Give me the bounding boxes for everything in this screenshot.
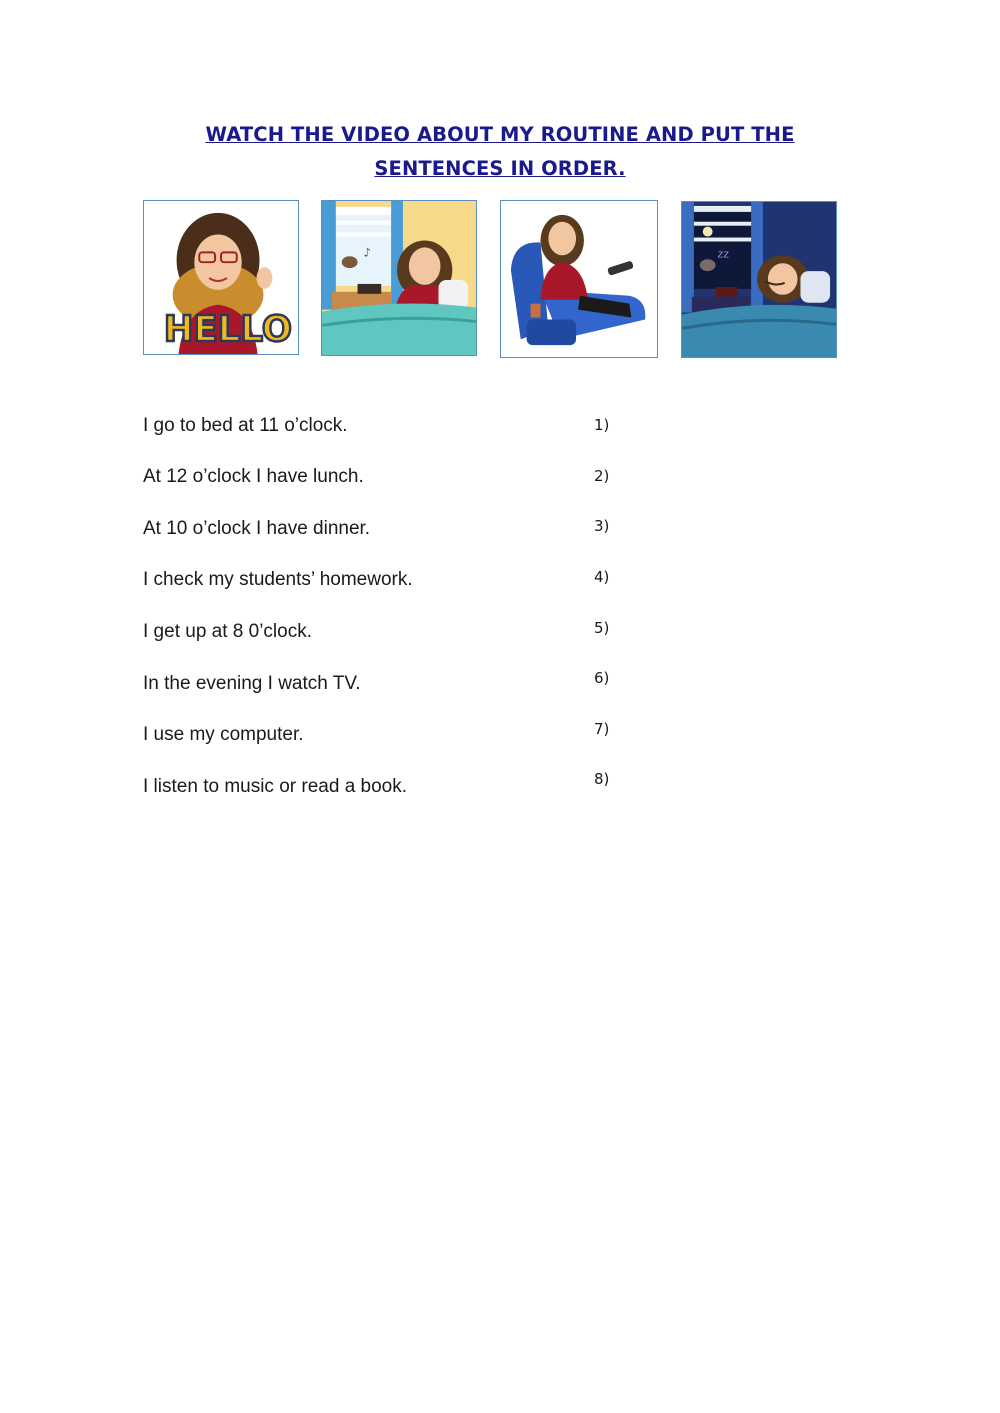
sleeping-illustration: [682, 202, 836, 357]
order-number: 7): [594, 720, 610, 738]
waking-up-picture: [321, 200, 477, 356]
order-number: 2): [594, 467, 610, 485]
hello-lettering: [164, 309, 292, 350]
sentence-item: I check my students’ homework.: [143, 569, 413, 590]
order-number: 6): [594, 669, 610, 687]
sentence-item: At 10 o’clock I have dinner.: [143, 518, 371, 539]
sentence-item: I get up at 8 0’clock.: [143, 621, 312, 642]
title-line-1: WATCH THE VIDEO ABOUT MY ROUTINE AND PUT THE: [205, 123, 795, 146]
order-number: 8): [594, 770, 610, 788]
title-line-2: SENTENCES IN ORDER.: [374, 157, 626, 180]
order-number: 1): [594, 416, 610, 434]
hello-avatar-illustration: [144, 201, 298, 354]
svg-text:♪: ♪: [363, 245, 372, 260]
sentence-item: In the evening I watch TV.: [143, 673, 361, 694]
order-number: 4): [594, 568, 610, 586]
svg-text:HELLO: HELLO: [163, 309, 292, 351]
sentence-item: I go to bed at 11 o’clock.: [143, 415, 348, 436]
sentence-item: I use my computer.: [143, 724, 304, 745]
sentence-item: I listen to music or read a book.: [143, 776, 408, 797]
worksheet-title: [150, 118, 850, 186]
order-number: 3): [594, 517, 610, 535]
watching-tv-picture: [500, 200, 658, 358]
svg-text:zz: zz: [717, 247, 729, 261]
sentence-item: At 12 o’clock I have lunch.: [143, 466, 364, 487]
order-number: 5): [594, 619, 610, 637]
armchair-illustration: [501, 201, 657, 357]
hello-picture: [143, 200, 299, 355]
sleeping-picture: [681, 201, 837, 358]
waking-up-illustration: [322, 201, 476, 355]
